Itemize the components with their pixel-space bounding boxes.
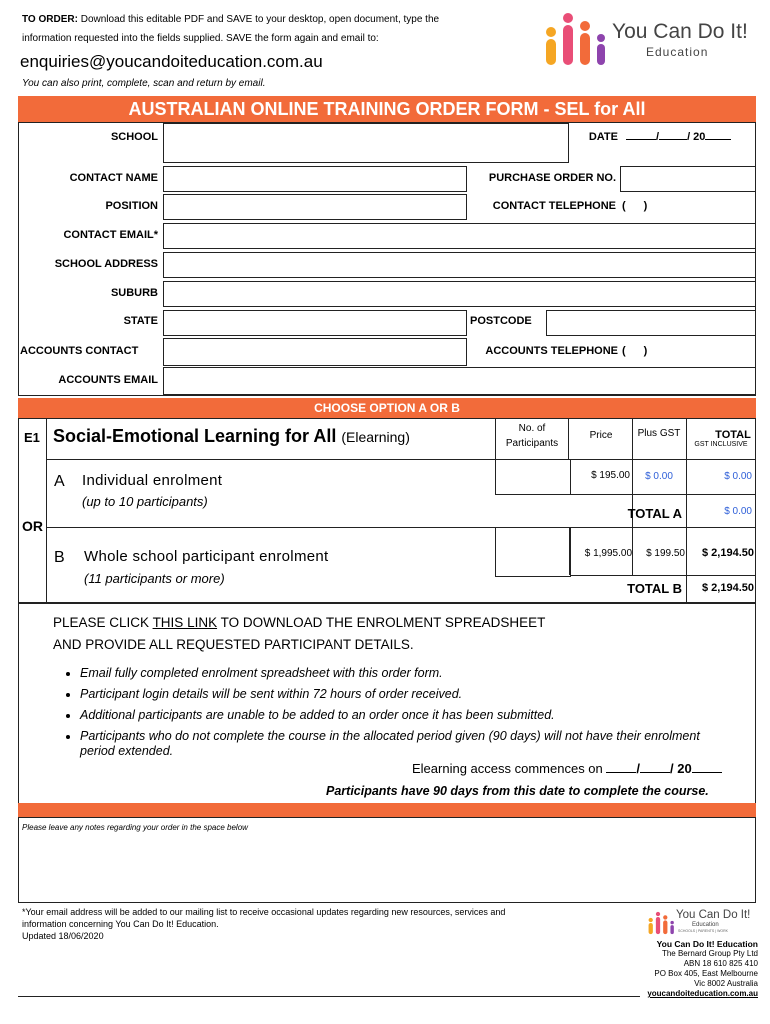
bullet-item: • Additional participants are unable to be added to an order once it has been submitted. (80, 708, 730, 723)
company-group: The Bernard Group Pty Ltd (661, 949, 758, 958)
contact-name-label: CONTACT NAME (69, 172, 158, 184)
notice-heading: PLEASE CLICK THIS LINK TO DOWNLOAD THE ENROLMENT SPREADSHEET AND PROVIDE ALL REQUESTED PARTICIPANT DETAILS. (53, 615, 546, 652)
participants-header: No. of Participants (495, 418, 569, 466)
logo-brand: You Can Do It! (612, 20, 748, 43)
company-abn: ABN 18 610 825 410 (683, 959, 758, 968)
access-day-field[interactable] (606, 772, 636, 773)
footer-disclaimer: *Your email address will be added to our mailing list to receive occasional updates regarding new resources, services and information concerning You Can Do It! Education. Updated 18/06/2020 (22, 907, 506, 941)
school-address-label: SCHOOL ADDRESS (54, 258, 158, 270)
option-a-gst: $ 0.00 (645, 471, 673, 482)
company-logo (540, 8, 760, 70)
purchase-order-label: PURCHASE ORDER NO. (488, 172, 616, 184)
bullet-item: • Participant login details will be sent within 72 hours of order received. (80, 687, 730, 702)
order-instructions (22, 10, 542, 48)
order-email-link[interactable]: enquiries@youcandoiteducation.com.au (20, 52, 323, 71)
people-logo-small-icon (646, 908, 676, 938)
contact-email-input[interactable] (163, 223, 756, 249)
footer-rule (18, 996, 640, 997)
accounts-contact-label: ACCOUNTS CONTACT (20, 345, 139, 357)
accounts-email-input[interactable] (163, 367, 756, 395)
people-logo-icon (540, 8, 610, 70)
access-commences: Elearning access commences on / / 20 (412, 761, 722, 776)
accounts-email-label: ACCOUNTS EMAIL (58, 374, 158, 386)
logo-sub: Education (646, 45, 709, 59)
option-b-title: Whole school participant enrolment (84, 548, 329, 565)
position-label: POSITION (105, 200, 158, 212)
purchase-order-input[interactable] (620, 166, 756, 192)
accounts-contact-input[interactable] (163, 338, 467, 366)
course-title: Social-Emotional Learning for All (Elearning) (53, 426, 410, 446)
notes-separator (18, 803, 756, 817)
contact-telephone-input[interactable]: ( ) (622, 200, 648, 212)
date-field[interactable]: / / 20 (626, 131, 731, 143)
accounts-telephone-input[interactable]: ( ) (622, 345, 648, 357)
position-input[interactable] (163, 194, 467, 220)
days-note: Participants have 90 days from this date to complete the course. (326, 784, 709, 798)
postcode-input[interactable] (546, 310, 756, 336)
contact-email-label: CONTACT EMAIL* (63, 229, 158, 241)
option-a-price: $ 195.00 (591, 470, 630, 481)
state-label: STATE (123, 315, 158, 327)
option-b-gst: $ 199.50 (646, 548, 685, 559)
total-a-value: $ 0.00 (724, 506, 752, 517)
total-header: TOTAL (715, 429, 751, 441)
company-website-link[interactable]: youcandoiteducation.com.au (647, 989, 758, 998)
option-b-subtitle: (11 participants or more) (84, 571, 225, 586)
price-header: Price (589, 430, 613, 441)
company-name: You Can Do It! Education (656, 939, 758, 949)
suburb-label: SUBURB (110, 287, 158, 299)
updated-date: Updated 18/06/2020 (22, 931, 104, 941)
gst-header: Plus GST (637, 428, 681, 439)
access-year-field[interactable] (692, 772, 722, 773)
option-a-total: $ 0.00 (724, 471, 752, 482)
option-b-letter: B (54, 549, 65, 566)
choose-option-banner: CHOOSE OPTION A OR B (18, 398, 756, 418)
form-title: AUSTRALIAN ONLINE TRAINING ORDER FORM - SEL for All (18, 96, 756, 122)
school-input[interactable] (163, 123, 569, 163)
date-label: DATE (588, 131, 618, 143)
bullet-item: • Participants who do not complete the course in the allocated period given (90 days) will not have their enrolment period extended. (80, 729, 730, 759)
footer-logo-sub: Education (692, 922, 719, 928)
notice-bullets (58, 666, 730, 765)
option-b-total: $ 2,194.50 (702, 547, 754, 559)
footer-logo-brand: You Can Do It! (676, 909, 751, 921)
option-a-title: Individual enrolment (82, 472, 223, 489)
suburb-input[interactable] (163, 281, 756, 307)
option-a-letter: A (54, 473, 65, 490)
school-label: SCHOOL (110, 131, 158, 143)
instructions-line-1: Download this editable PDF and SAVE to your desktop, open document, type the (80, 14, 440, 25)
notes-label: Please leave any notes regarding your order in the space below (22, 823, 248, 832)
accounts-telephone-label: ACCOUNTS TELEPHONE (485, 345, 618, 357)
to-order-label: TO ORDER: (22, 14, 78, 25)
access-month-field[interactable] (640, 772, 670, 773)
company-address (600, 939, 758, 999)
contact-name-input[interactable] (163, 166, 467, 192)
school-address-input[interactable] (163, 252, 756, 278)
total-subheader: GST INCLUSIVE (694, 441, 748, 448)
total-b-value: $ 2,194.50 (702, 582, 754, 594)
state-input[interactable] (163, 310, 467, 336)
postcode-label: POSTCODE (470, 315, 532, 327)
instructions-line-2: information requested into the fields supplied. SAVE the form again and email to: (22, 33, 379, 44)
company-po-box: PO Box 405, East Melbourne (654, 969, 758, 978)
option-b-price: $ 1,995.00 (584, 548, 632, 559)
contact-telephone-label: CONTACT TELEPHONE (492, 200, 616, 212)
spreadsheet-link[interactable]: THIS LINK (152, 615, 218, 630)
option-a-subtitle: (up to 10 participants) (82, 494, 208, 509)
footer-logo-tagline: SCHOOLS | PARENTS | WORK (678, 929, 728, 933)
alt-instructions: You can also print, complete, scan and return by email. (22, 78, 266, 89)
footer-logo (646, 908, 758, 938)
bullet-item: • Email fully completed enrolment spreadsheet with this order form. (80, 666, 730, 681)
company-state-line: Vic 8002 Australia (694, 979, 758, 988)
option-b-participants-input[interactable] (495, 527, 571, 577)
or-label: OR (22, 518, 43, 534)
course-code: E1 (24, 430, 40, 445)
total-a-label: TOTAL A (627, 506, 682, 521)
total-b-label: TOTAL B (627, 581, 682, 596)
option-a-participants-input[interactable] (495, 459, 571, 495)
